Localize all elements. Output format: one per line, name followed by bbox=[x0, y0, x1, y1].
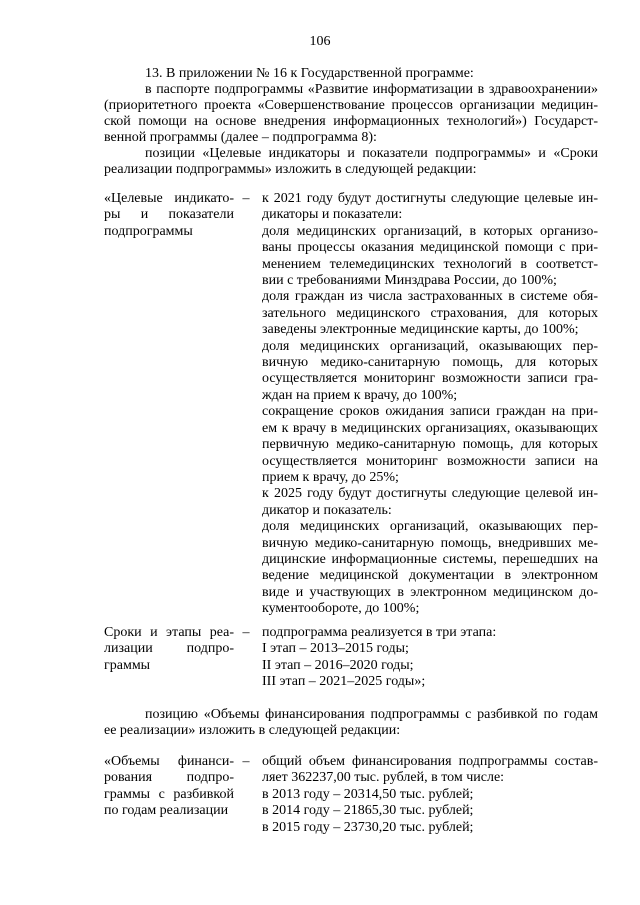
intro-line: позиции «Целевые индикаторы и показатели подпрограммы» и «Сроки bbox=[145, 146, 598, 161]
content-line: доля медицинских организаций, в которых организо- bbox=[262, 223, 598, 239]
label-line: «Объемы финанси- bbox=[104, 754, 234, 769]
content-line: III этап – 2021–2025 годы»; bbox=[262, 674, 426, 690]
content-line: прием к врачу, до 25%; bbox=[262, 469, 399, 485]
content-line: к 2021 году будут достигнуты следующие целевые ин- bbox=[262, 191, 598, 206]
section-label bbox=[104, 625, 234, 674]
content-line: ждан на прием к врачу, до 100%; bbox=[262, 387, 458, 403]
content-line: к 2025 году будут достигнуты следующие целевой ин- bbox=[262, 486, 598, 502]
content-line: сокращение сроков ожидания записи граждан на при- bbox=[262, 404, 598, 420]
label-line: ры и показатели bbox=[104, 207, 234, 223]
label-line: граммы bbox=[104, 657, 151, 673]
content-line: первичную медико-санитарную помощь, для которых bbox=[262, 437, 598, 453]
content-line: доля граждан из числа застрахованных в системе обя- bbox=[262, 289, 598, 305]
section-label bbox=[104, 754, 234, 820]
dash-separator: – bbox=[242, 625, 250, 640]
label-line: подпрограммы bbox=[104, 223, 193, 239]
intro-line: ской помощи на основе внедрения информационных технологий») Государст- bbox=[104, 114, 598, 129]
intro-line: венной программы (далее – подпрограмма 8): bbox=[104, 130, 377, 145]
content-line: вии с требованиями Минздрава России, до 100%; bbox=[262, 273, 557, 289]
content-line: кументообороте, до 100%; bbox=[262, 601, 420, 617]
label-line: по годам реализации bbox=[104, 803, 229, 819]
intro-line: в паспорте подпрограммы «Развитие информатизации в здравоохранении» bbox=[145, 82, 598, 97]
content-line: ем к врачу в медицинских организациях, оказывающих bbox=[262, 420, 598, 436]
content-line: менением телемедицинских технологий в соответст- bbox=[262, 256, 598, 272]
dash-separator: – bbox=[242, 191, 250, 206]
content-line: дикаторы и показатели: bbox=[262, 207, 403, 223]
content-line: ваны процессы оказания медицинской помощи с при- bbox=[262, 240, 598, 256]
content-line: дикатор и показатель: bbox=[262, 502, 392, 518]
dash-separator: – bbox=[242, 754, 250, 769]
content-line: общий объем финансирования подпрограммы состав- bbox=[262, 754, 598, 769]
label-line: лизации подпро- bbox=[104, 641, 234, 657]
content-line: II этап – 2016–2020 годы; bbox=[262, 657, 414, 673]
content-line: доля медицинских организаций, оказывающих пер- bbox=[262, 519, 598, 535]
content-line: I этап – 2013–2015 годы; bbox=[262, 641, 409, 657]
mid-line: ее реализации» изложить в следующей редакции: bbox=[104, 723, 401, 738]
intro-line: 13. В приложении № 16 к Государственной программе: bbox=[145, 66, 474, 81]
label-line: «Целевые индикато- bbox=[104, 191, 234, 206]
content-line: в 2014 году – 21865,30 тыс. рублей; bbox=[262, 803, 474, 819]
content-line: вичную медико-санитарную помощь, для которых bbox=[262, 355, 598, 371]
content-line: дицинские информационные системы, перешедших на bbox=[262, 551, 598, 567]
label-line: Сроки и этапы реа- bbox=[104, 625, 234, 640]
content-line: доля медицинских организаций, оказывающих пер- bbox=[262, 338, 598, 354]
mid-line: позицию «Объемы финансирования подпрограммы с разбивкой по годам bbox=[145, 707, 598, 722]
content-line: осуществляется мониторинг возможности записи на bbox=[262, 453, 598, 469]
label-line: рования подпро- bbox=[104, 770, 234, 786]
section-content bbox=[262, 191, 598, 618]
content-line: виде и участвующих в электронном медицинском до- bbox=[262, 584, 598, 600]
section-content bbox=[262, 625, 598, 691]
content-line: ляет 362237,00 тыс. рублей, в том числе: bbox=[262, 770, 505, 786]
content-line: в 2013 году – 20314,50 тыс. рублей; bbox=[262, 786, 474, 802]
section-content bbox=[262, 754, 598, 836]
content-line: вичную медико-санитарную помощь, внедривших ме- bbox=[262, 535, 598, 551]
intro-line: реализации подпрограммы» изложить в следующей редакции: bbox=[104, 162, 477, 177]
page-number: 106 bbox=[309, 34, 331, 49]
content-line: в 2015 году – 23730,20 тыс. рублей; bbox=[262, 819, 474, 835]
intro-line: (приоритетного проекта «Совершенствование процессов организации медицин- bbox=[104, 98, 598, 113]
content-line: осуществляется мониторинг возможности записи гра- bbox=[262, 371, 598, 387]
content-line: подпрограмма реализуется в три этапа: bbox=[262, 625, 497, 640]
content-line: заведены электронные медицинские карты, до 100%; bbox=[262, 322, 579, 338]
label-line: граммы с разбивкой bbox=[104, 786, 234, 802]
content-line: зательного медицинского страхования, для которых bbox=[262, 305, 598, 321]
section-label bbox=[104, 191, 234, 240]
content-line: ведение медицинской документации в электронном bbox=[262, 568, 598, 584]
